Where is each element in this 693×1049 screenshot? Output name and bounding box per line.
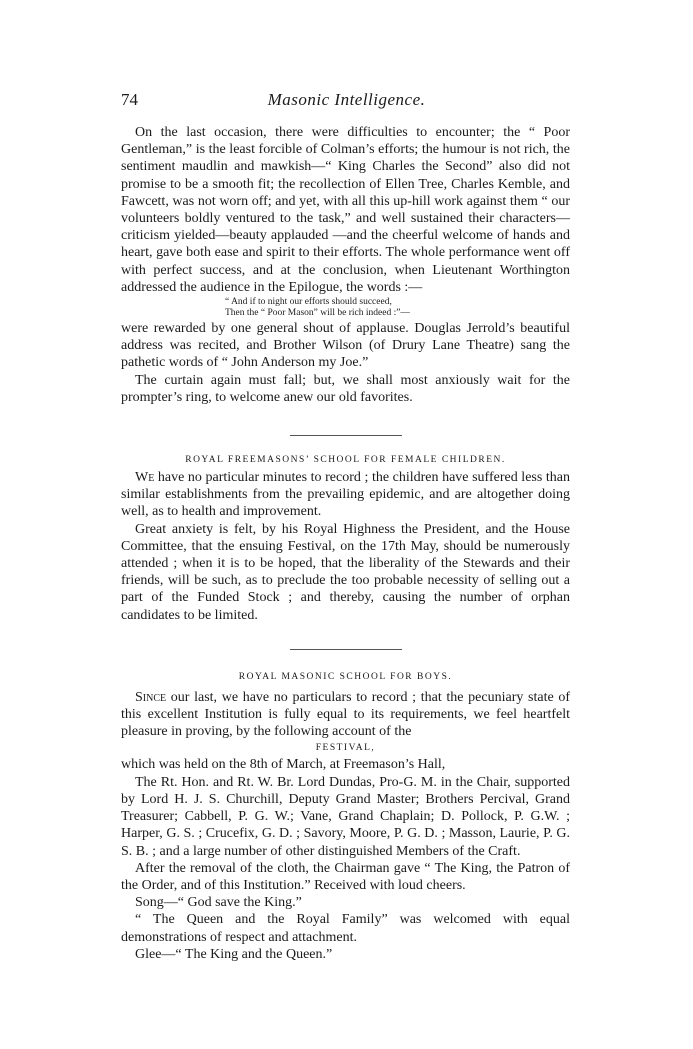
drop-word-since: Since [135, 689, 167, 705]
theatre-paragraph-3: The curtain again must fall; but, we shall most anxiously wait for the prompter’s ring, to welcome anew our old favorites. [121, 372, 570, 405]
boys-school-paragraph-6: “ The Queen and the Royal Family” was welcomed with equal demonstrations of respect and attachment. [121, 912, 570, 945]
boys-school-paragraph-5: Song—“ God save the King.” [135, 895, 302, 911]
theatre-paragraph-2: were rewarded by one general shout of applause. Douglas Jerrold’s beautiful address was recited, and Brother Wilson (of Drury Lane Theatre) sang the pathetic words of “ John Anderson my Joe.” [121, 321, 570, 371]
verse-line-2: Then the “ Poor Mason” will be rich indeed :”— [225, 308, 410, 319]
drop-word-we: We [135, 470, 155, 486]
page-body [121, 124, 570, 963]
page-header [121, 90, 572, 112]
female-school-paragraph-1-text: have no particular minutes to record ; the children have suffered less than similar establishments from the prevailing epidemic, and are altogether doing well, as to health and improvement. [121, 470, 570, 520]
boys-school-section [121, 670, 570, 963]
female-school-paragraph-1 [121, 469, 570, 521]
festival-subheading: FESTIVAL, [315, 743, 376, 754]
epilogue-quote [225, 297, 570, 319]
female-school-heading: ROYAL FREEMASONS’ SCHOOL FOR FEMALE CHILDREN. [185, 455, 506, 466]
section-divider-2 [290, 649, 402, 650]
female-school-paragraph-2: Great anxiety is felt, by his Royal Highness the President, and the House Committee, that the ensuing Festival, on the 17th May, should be numerously attended ; when it is to be hoped, that the liberality of the Stewards and their friends, will be such, as to preclude the too probable necessity of selling out a part of the Funded Stock ; and thereby, causing the number of orphan candidates to be limited. [121, 521, 570, 623]
boys-school-paragraph-3: The Rt. Hon. and Rt. W. Br. Lord Dundas, Pro-G. M. in the Chair, supported by Lord H. J. S. Churchill, Deputy Grand Master; Brothers Percival, Grand Treasurer; Cabbell, P. G. W.; Vane, Grand Chaplain; D. Pollock, P. G.W. ; Harper, G. S. ; Crucefix, G. D. ; Savory, Moore, P. G. D. ; Masson, Laurie, P. G. S. B. ; and a large number of other distinguished Members of the Craft. [121, 774, 570, 859]
boys-school-paragraph-4: After the removal of the cloth, the Chairman gave “ The King, the Patron of the Order, and of this Institution.” Received with loud cheers. [121, 860, 570, 893]
running-title: Masonic Intelligence. [267, 90, 426, 109]
section-divider-1 [290, 435, 402, 436]
verse-line-1: “ And if to night our efforts should succeed, [225, 297, 392, 308]
boys-school-heading: ROYAL MASONIC SCHOOL FOR BOYS. [238, 671, 453, 682]
boys-school-paragraph-7: Glee—“ The King and the Queen.” [135, 946, 333, 962]
theatre-section [121, 124, 570, 406]
theatre-paragraph-1: On the last occasion, there were difficulties to encounter; the “ Poor Gentleman,” is the least forcible of Colman’s efforts; the humour is not rich, the sentiment maudlin and mawkish—“ King Charles the Second” also did not promise to be a smooth fit; the recollection of Ellen Tree, Charles Kemble, and Fawcett, was not worn off; and yet, with all this up-hill work against them “ our volunteers boldly ventured to the task,” and well sustained their characters—criticism yielded—beauty applauded —and the cheerful welcome of hands and heart, gave both ease and spirit to their efforts. The whole performance went off with perfect success, and at the conclusion, when Lieutenant Worthington addressed the audience in the Epilogue, the words :— [121, 125, 570, 295]
page-number: 74 [121, 90, 138, 109]
boys-school-paragraph-1 [121, 689, 570, 741]
female-school-section [121, 453, 570, 624]
boys-school-paragraph-1-text: our last, we have no particulars to record ; that the pecuniary state of this excellent Institution is fully equal to its requirements, we feel heartfelt pleasure in proving, by the following account of the [121, 689, 570, 740]
boys-school-paragraph-2: which was held on the 8th of March, at Freemason’s Hall, [121, 757, 446, 773]
